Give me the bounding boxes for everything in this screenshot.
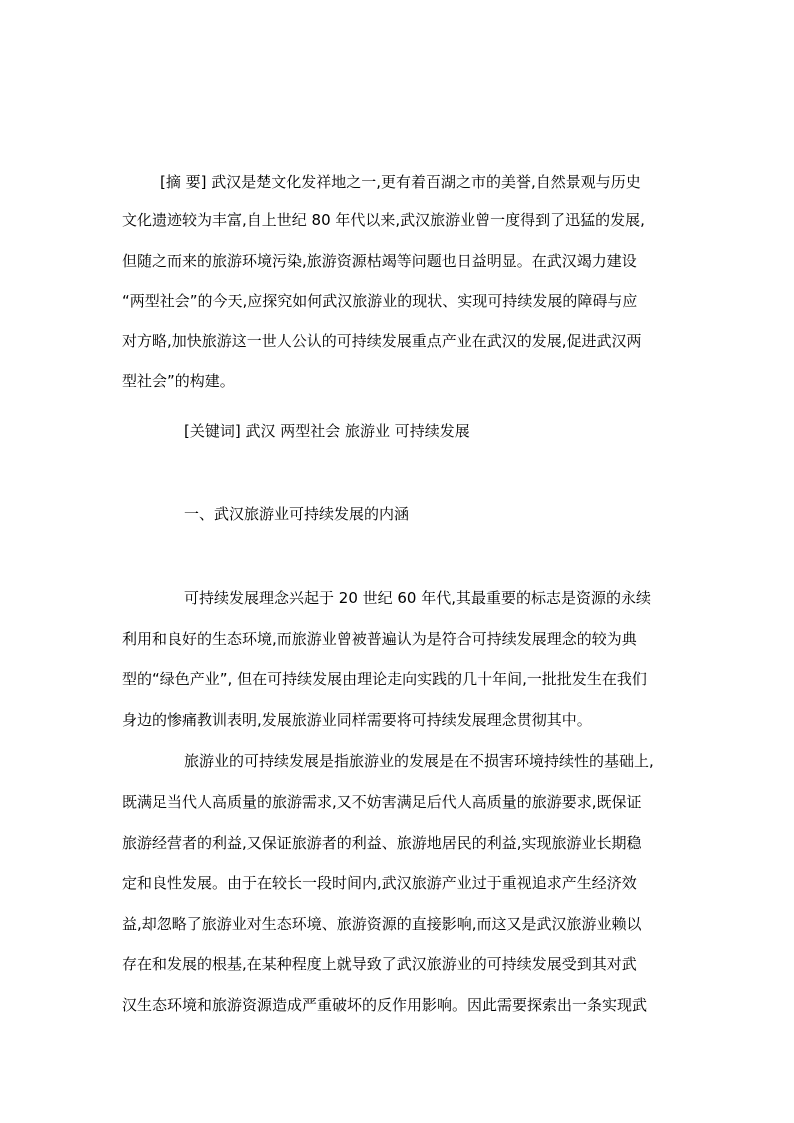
abstract-line: 对方略,加快旅游这一世人公认的可持续发展重点产业在武汉的发展,促进武汉两 [122,332,642,350]
keywords: [关键词] 武汉 两型社会 旅游业 可持续发展 [184,422,470,440]
paragraph-line: 可持续发展理念兴起于 20 世纪 60 年代,其最重要的标志是资源的永续 [184,589,652,607]
paragraph-line: 身边的惨痛教训表明,发展旅游业同样需要将可持续发展理念贯彻其中。 [122,711,592,729]
paragraph-line: 存在和发展的根基,在某种程度上就导致了武汉旅游业的可持续发展受到其对武 [122,955,637,973]
abstract-line: 文化遗迹较为丰富,自上世纪 80 年代以来,武汉旅游业曾一度得到了迅猛的发展, [122,211,645,229]
paragraph-line: 定和良性发展。由于在较长一段时间内,武汉旅游产业过于重视追求产生经济效 [122,874,637,892]
paragraph-line: 利用和良好的生态环境,而旅游业曾被普遍认为是符合可持续发展理念的较为典 [122,630,637,648]
abstract-line: 型社会”的构建。 [122,372,235,390]
paragraph-line: 型的“绿色产业”, 但在可持续发展由理论走向实践的几十年间,一批批发生在我们 [122,670,647,688]
abstract-line: “两型社会”的今天,应探究如何武汉旅游业的现状、实现可持续发展的障碍与应 [122,292,638,310]
paragraph-line: 既满足当代人高质量的旅游需求,又不妨害满足后代人高质量的旅游要求,既保证 [122,793,642,811]
paragraph-line: 益,却忽略了旅游业对生态环境、旅游资源的直接影响,而这又是武汉旅游业赖以 [122,915,642,933]
paragraph-line: 旅游业的可持续发展是指旅游业的发展是在不损害环境持续性的基础上, [184,752,654,770]
abstract-line: [摘 要] 武汉是楚文化发祥地之一,更有着百湖之市的美誉,自然景观与历史 [160,173,641,191]
abstract-line: 但随之而来的旅游环境污染,旅游资源枯竭等问题也日益明显。在武汉竭力建设 [122,252,637,270]
section-heading: 一、武汉旅游业可持续发展的内涵 [184,505,410,523]
paragraph-line: 汉生态环境和旅游资源造成严重破坏的反作用影响。因此需要探索出一条实现武 [122,996,648,1014]
paragraph-line: 旅游经营者的利益,又保证旅游者的利益、旅游地居民的利益,实现旅游业长期稳 [122,834,642,852]
